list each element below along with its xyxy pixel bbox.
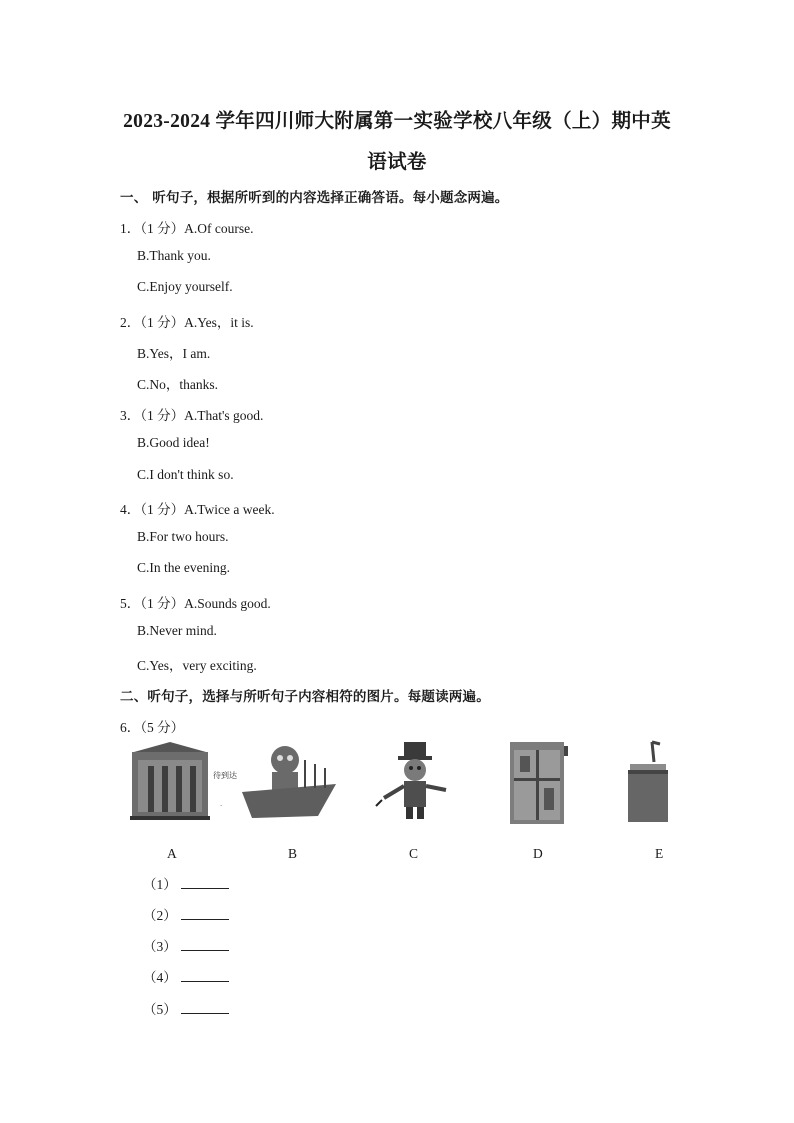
answer-row-5	[143, 998, 229, 1018]
question-5-option-c: C.Yes，very exciting.	[137, 658, 257, 673]
section1-heading: 一、 听句子，根据所听到的内容选择正确答语。每小题念两遍。	[120, 190, 509, 206]
svg-text:·: ·	[220, 802, 223, 810]
question-1-option-c: C.Enjoy yourself.	[137, 279, 233, 294]
answer-blank[interactable]	[181, 907, 229, 920]
question-1-option-b: B.Thank you.	[137, 248, 211, 263]
answer-number: （1）	[143, 877, 177, 892]
question-4-stem: 4．（1 分）A.Twice a week.	[120, 502, 275, 517]
question-2-stem: 2．（1 分）A.Yes，it is.	[120, 315, 254, 330]
picture-a-building-icon	[128, 740, 237, 822]
answer-number: （2）	[143, 908, 177, 923]
question-3-stem: 3．（1 分）A.That's good.	[120, 408, 264, 423]
answer-blank[interactable]	[181, 876, 229, 889]
exam-title-line1: 2023-2024 学年四川师大附属第一实验学校八年级（上）期中英	[123, 111, 671, 132]
question-4-option-b: B.For two hours.	[137, 529, 229, 544]
picture-label-d: D	[533, 846, 543, 861]
answer-number: （3）	[143, 939, 177, 954]
picture-a-sign: 待到达	[213, 771, 237, 780]
answer-row-4	[143, 966, 229, 986]
question-5-option-b: B.Never mind.	[137, 623, 217, 638]
question-1-stem: 1．（1 分）A.Of course.	[120, 221, 254, 236]
picture-label-b: B	[288, 846, 298, 861]
picture-e-drink-box-icon	[624, 740, 672, 828]
picture-c-magician-icon	[372, 740, 462, 822]
section2-heading: 二、听句子，选择与所听句子内容相符的图片。每题读两遍。	[120, 689, 490, 705]
question-3-option-c: C.I don't think so.	[137, 467, 234, 482]
question-3-option-b: B.Good idea!	[137, 435, 210, 450]
answer-blank[interactable]	[181, 938, 229, 951]
question-2-option-b: B.Yes，I am.	[137, 346, 211, 361]
question-4-option-c: C.In the evening.	[137, 560, 230, 575]
answer-row-2	[143, 904, 229, 924]
picture-d-window-icon	[506, 740, 576, 828]
picture-label-e: E	[655, 846, 664, 861]
question-5-stem: 5．（1 分）A.Sounds good.	[120, 596, 271, 611]
answer-row-1	[143, 873, 229, 893]
picture-label-a: A	[167, 846, 177, 861]
picture-label-c: C	[409, 846, 419, 861]
picture-b-boat-icon	[240, 740, 340, 822]
answer-blank[interactable]	[181, 969, 229, 982]
answer-row-3	[143, 935, 229, 955]
exam-title-line2: 语试卷	[367, 152, 427, 173]
answer-number: （5）	[143, 1002, 177, 1017]
question-6-stem: 6．（5 分）	[120, 720, 185, 735]
question-2-option-c: C.No，thanks.	[137, 377, 218, 392]
answer-blank[interactable]	[181, 1001, 229, 1014]
answer-number: （4）	[143, 970, 177, 985]
